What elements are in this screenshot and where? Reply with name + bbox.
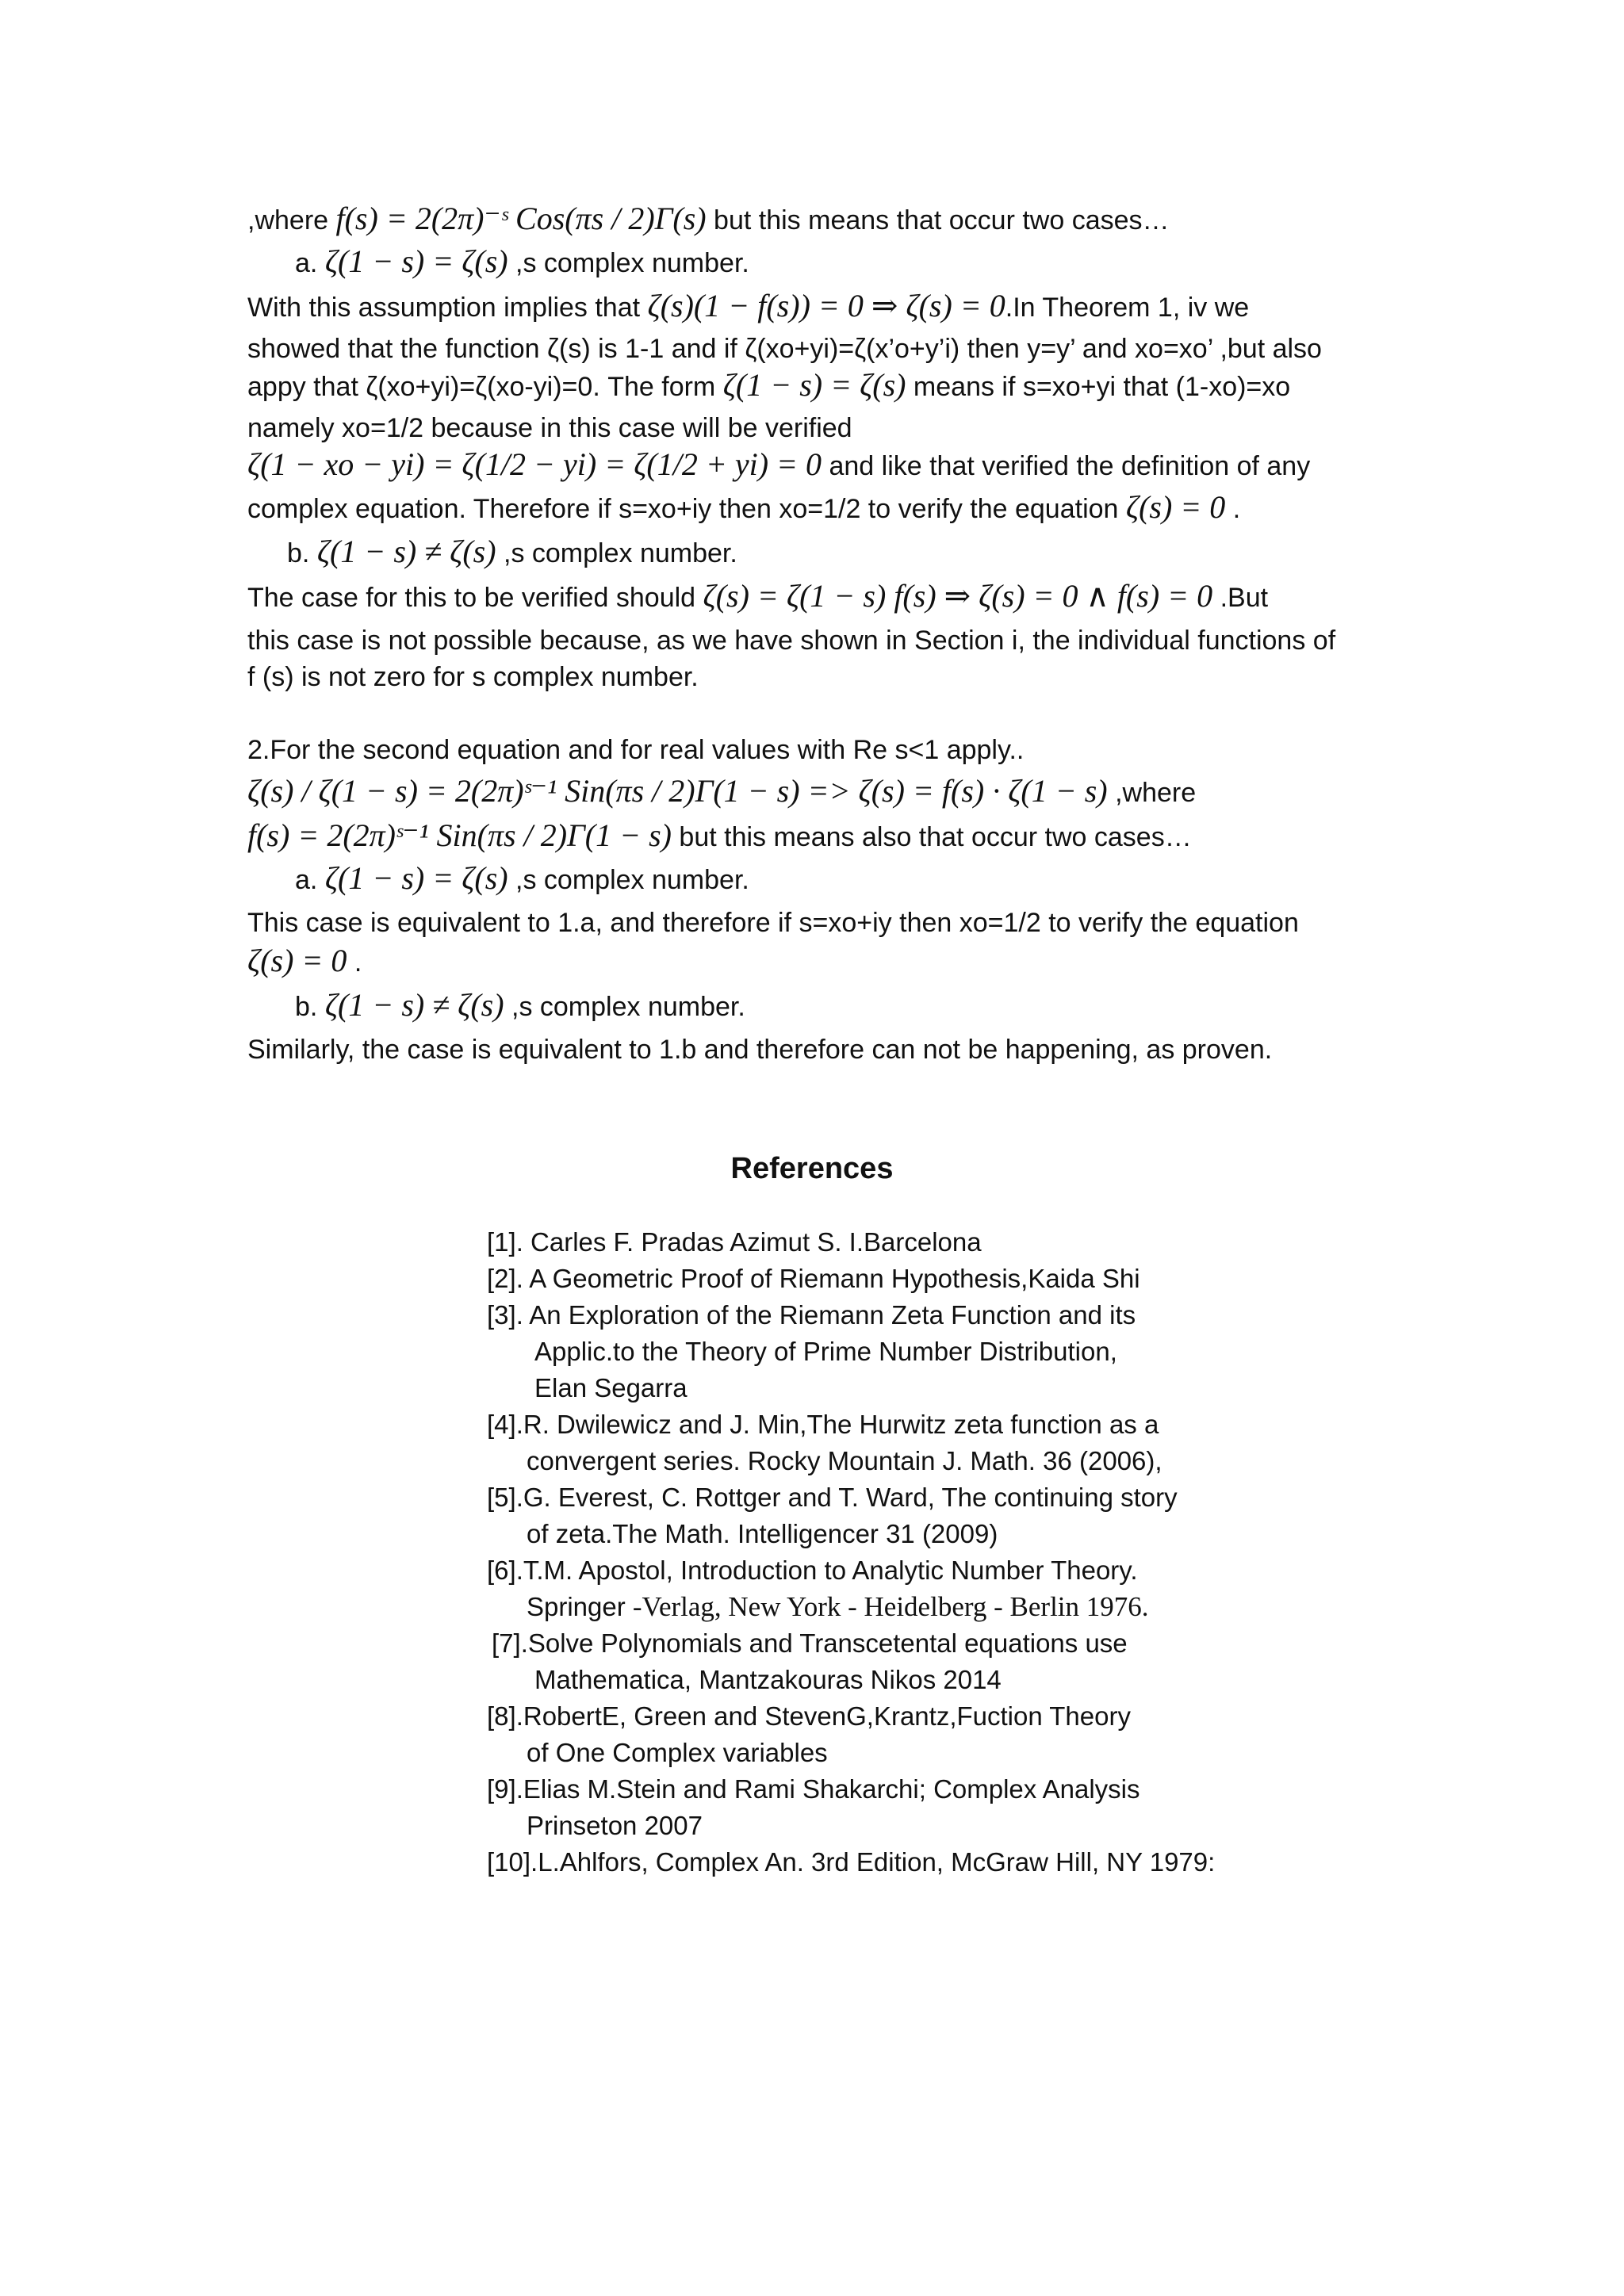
equation: ζ(1 − s) ≠ ζ(s): [324, 987, 504, 1023]
reference-3: [3]. An Exploration of the Riemann Zeta Function and its: [487, 1300, 1136, 1330]
p1-line-6: namely xo=1/2 because in this case will be verified: [247, 413, 852, 443]
p1-line-3: [247, 287, 1389, 327]
text: but this means also that occur two cases…: [671, 822, 1192, 852]
p1-line-7: [247, 446, 1389, 485]
equation: ζ(s) = ζ(1 − s) f(s) ⇒ ζ(s) = 0 ∧ f(s) = 0: [703, 578, 1213, 614]
p2-case-b: [295, 986, 1437, 1026]
reference-1: [1]. Carles F. Pradas Azimut S. I.Barcelona: [487, 1227, 982, 1257]
equation: f(s) = 2(2π)⁻ˢ Cos(πs / 2)Γ(s): [335, 201, 707, 236]
reference-9: [9].Elias M.Stein and Rami Shakarchi; Complex Analysis: [487, 1774, 1140, 1804]
text: ,where: [1107, 778, 1197, 808]
equation: ζ(s)(1 − f(s)) = 0 ⇒ ζ(s) = 0: [647, 288, 1005, 323]
p1-line-4: showed that the function ζ(s) is 1-1 and if ζ(xo+yi)=ζ(x’o+y’i) then y=y’ and xo=xo’ ,but also: [247, 334, 1322, 364]
equation: ζ(1 − s) = ζ(s): [324, 860, 508, 896]
p1-line-11: this case is not possible because, as we have shown in Section i, the individual functions of: [247, 626, 1336, 656]
text: .: [1225, 494, 1241, 524]
text: ,s complex number.: [508, 248, 749, 278]
reference-2: [2]. A Geometric Proof of Riemann Hypothesis,Kaida Shi: [487, 1264, 1140, 1293]
equation: ζ(1 − s) ≠ ζ(s): [316, 534, 496, 569]
reference-5-cont: of zeta.The Math. Intelligencer 31 (2009): [527, 1519, 998, 1548]
reference-3-cont: Elan Segarra: [534, 1373, 688, 1402]
p2-line-1: 2.For the second equation and for real values with Re s<1 apply..: [247, 735, 1025, 765]
case-label: a.: [295, 865, 325, 895]
reference-6-cont: [527, 1589, 1478, 1625]
reference-10: [10].L.Ahlfors, Complex An. 3rd Edition, McGraw Hill, NY 1979:: [487, 1847, 1216, 1877]
reference-3-cont: Applic.to the Theory of Prime Number Distribution,: [534, 1337, 1117, 1366]
equation: f(s) = 2(2π)ˢ⁻¹ Sin(πs / 2)Γ(1 − s): [247, 817, 672, 853]
text: means if s=xo+yi that (1-xo)=xo: [906, 372, 1291, 402]
text: .: [347, 947, 362, 978]
p1-line-10: [247, 577, 1389, 617]
p1-case-a: [295, 243, 1437, 282]
reference-6: [6].T.M. Apostol, Introduction to Analytic Number Theory.: [487, 1556, 1138, 1585]
p1-line-12: f (s) is not zero for s complex number.: [247, 662, 699, 692]
p2-line-8: Similarly, the case is equivalent to 1.b and therefore can not be happening, as proven.: [247, 1035, 1273, 1065]
p1-line-1: [247, 200, 1389, 239]
text: The case for this to be verified should: [247, 583, 703, 613]
reference-4-cont: convergent series. Rocky Mountain J. Math. 36 (2006),: [527, 1446, 1162, 1475]
p2-line-6: [247, 942, 1389, 982]
case-label: b.: [287, 538, 317, 568]
equation: ζ(1 − s) = ζ(s): [722, 367, 906, 403]
text: but this means that occur two cases…: [706, 205, 1170, 235]
text: Springer: [527, 1592, 633, 1621]
text: complex equation. Therefore if s=xo+iy then xo=1/2 to verify the equation: [247, 494, 1126, 524]
p1-line-8: [247, 488, 1389, 528]
case-label: b.: [295, 992, 325, 1022]
p2-line-3: [247, 817, 1389, 856]
equation: ζ(s) = 0: [247, 943, 347, 978]
reference-7-cont: Mathematica, Mantzakouras Nikos 2014: [534, 1665, 1002, 1694]
equation: ζ(s) / ζ(1 − s) = 2(2π)ˢ⁻¹ Sin(πs / 2)Γ(1 − s) => ζ(s) = f(s) · ζ(1 − s): [247, 773, 1108, 809]
text: ,s complex number.: [508, 865, 749, 895]
reference-5: [5].G. Everest, C. Rottger and T. Ward, The continuing story: [487, 1483, 1178, 1512]
text: ,where: [247, 205, 336, 235]
equation: ζ(1 − xo − yi) = ζ(1/2 − yi) = ζ(1/2 + yi) = 0: [247, 446, 822, 482]
text: .In Theorem 1, iv we: [1005, 293, 1250, 323]
text: -Verlag, New York - Heidelberg - Berlin 1976.: [632, 1591, 1149, 1622]
p2-line-5: This case is equivalent to 1.a, and therefore if s=xo+iy then xo=1/2 to verify the equation: [247, 908, 1299, 938]
reference-4: [4].R. Dwilewicz and J. Min,The Hurwitz zeta function as a: [487, 1410, 1159, 1439]
p1-line-5: [247, 366, 1389, 406]
equation: ζ(1 − s) = ζ(s): [324, 243, 508, 279]
text: and like that verified the definition of any: [822, 451, 1311, 481]
reference-9-cont: Prinseton 2007: [527, 1811, 703, 1840]
references-heading: References: [730, 1152, 894, 1185]
reference-7: [7].Solve Polynomials and Transcetental equations use: [492, 1628, 1128, 1658]
text: .But: [1212, 583, 1269, 613]
reference-8-cont: of One Complex variables: [527, 1738, 828, 1767]
equation: ζ(s) = 0: [1125, 489, 1226, 525]
p1-case-b: [287, 533, 1429, 572]
case-label: a.: [295, 248, 325, 278]
text: ,s complex number.: [504, 992, 745, 1022]
reference-8: [8].RobertE, Green and StevenG,Krantz,Fuction Theory: [487, 1701, 1131, 1731]
text: appy that ζ(xo+yi)=ζ(xo-yi)=0. The form: [247, 372, 723, 402]
text: ,s complex number.: [496, 538, 737, 568]
p2-line-2: [247, 772, 1389, 812]
p2-case-a: [295, 859, 1437, 899]
text: With this assumption implies that: [247, 293, 648, 323]
